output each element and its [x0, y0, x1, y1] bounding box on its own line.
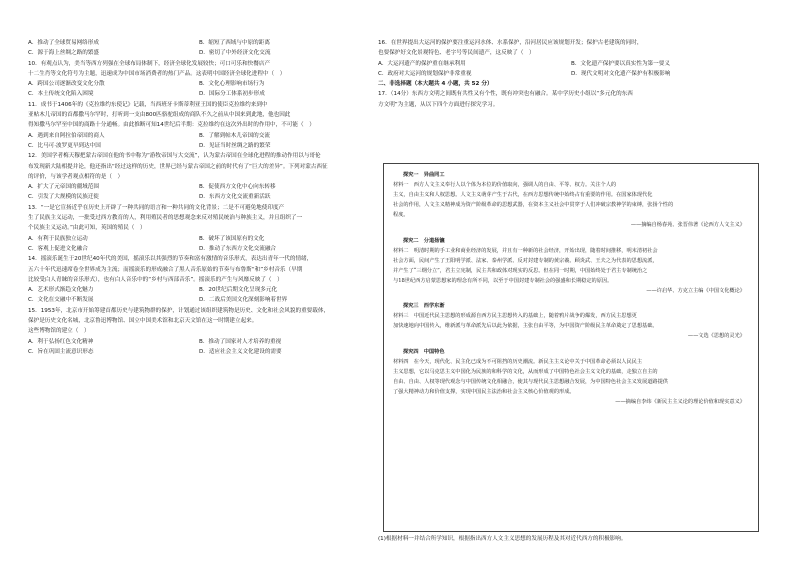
material-heading: 探究三 西学东渐: [403, 303, 445, 310]
question-line: 保护是历史文化名城，北京鲁迅博物馆、国立中国美术馆和北京天文馆在这一时期建立起来。: [28, 318, 258, 325]
material-text: 材料三 中国近代民主思想的形成源自西方民主思想传入的基础上，随着鸦片战争的爆发，西方民主思想更: [393, 313, 637, 320]
section-heading: 二、非选择题（本大题共 4 小题，共 52 分）: [378, 81, 493, 88]
material-source: ——摘编自李纬《新民主主义论的理论价值和现实意义》: [615, 398, 745, 405]
option-a: A．大运河遗产的保护重在继承利用: [378, 60, 466, 67]
options-row: [28, 337, 370, 347]
material-source: ——文选《思想的灵光》: [687, 333, 745, 340]
option-a: C．客观上促进文化融合: [28, 245, 88, 252]
question-line: 布发现新大陆相提并论，他还指出“经过这样的历史，世界已经与蒙古帝国之前的时代有了“巨大的差异”。下列对蒙古西征: [28, 163, 328, 170]
option-a: A．遇到来自阿拉伯帝国的商人: [28, 132, 105, 139]
material-heading: 探究一 异曲同工: [403, 172, 445, 178]
option-b: D．国际分工体系初步形成: [199, 91, 265, 98]
material-box: [383, 163, 759, 532]
option-a: C．文化在交融中不断发展: [28, 297, 94, 304]
options-row: [28, 295, 370, 305]
option-a: A．扩大了元帝国的疆域范围: [28, 184, 99, 191]
material-text: 了强大精神动力和价值支撑，实现中国民主法治和社会主义核心价值观的形成。: [393, 388, 575, 395]
option-b: D．东西方文化交流重新活跃: [199, 194, 271, 201]
option-a: C．政府对大运河的规划保护非常重视: [378, 70, 472, 77]
option-a: A．艺术形式渐趋文化魅力: [28, 287, 94, 294]
right-column-top: [378, 38, 764, 110]
options-row: [28, 141, 370, 151]
question-line: 的评价，与该学者观点相符的是（ ）: [28, 173, 124, 180]
material-heading: 探究四 中国特色: [403, 348, 445, 355]
option-a: C．引发了大规模的民族迁徙: [28, 194, 100, 201]
options-row: [28, 48, 370, 58]
question-17-part-1: (1)根据材料一并结合所学知识，根据指出西方人文主义思想的发展历程及其对近代西方的积极影响。: [378, 536, 627, 542]
options-row: [28, 79, 370, 89]
option-b: B．推动了国家对人才培养的重视: [199, 338, 282, 345]
option-b: B．了解到帖木儿帝国的交流: [199, 132, 270, 139]
material-text: 材料四 在今天，现代化、民主化已成为不可阻挡的历史潮流。新民主主义论中关于中国革命必须以人民民主: [393, 358, 643, 365]
option-a: A．推动了全球贸易网络形成: [28, 40, 99, 46]
material-text: 主义思想，它以马克思主义中国化为民族的和科学的文化，从而形成了中国特色社会主义文化的基础，走独立自主的: [393, 368, 658, 375]
options-row: [28, 131, 370, 141]
left-column: [28, 38, 370, 357]
option-b: B．文化遗产保护要以真实性为第一要义: [571, 60, 670, 67]
options-row: [378, 59, 764, 69]
option-b: B．缩短了西域与中原的距离: [199, 40, 270, 46]
question-line: 十二生肖等文化符号为主题，迅速成为中国市场消费者的热门产品。这表明中国经济全球化进程中（ ）: [28, 70, 286, 77]
material-text: 主义，自由主义和人权思想。人文主义萌芽产生于古代，在西方思想传统中始终占有重要的作用。在国家体现代化: [393, 192, 653, 199]
question-line: 14．摇滚乐诞生于20世纪40年代的美国，摇滚乐以其强烈的节奏和富有激情的音乐形式，表达出青年一代的情绪，: [28, 256, 313, 263]
material-box-content: [393, 170, 749, 407]
material-source: ——摘编自杨春苑、张晋伟著《论西方人文主义》: [630, 222, 745, 229]
option-a: C．本土传统文化陷入困境: [28, 91, 94, 98]
question-line: 生了民族主义运动，一批受过西方教育的人，利用殖民者的思想观念来反对殖民统治与种族主义，并且组织了一: [28, 215, 303, 222]
option-a: A．利于弘扬红色文化精神: [28, 338, 94, 345]
option-b: D．适应社会主义文化建设的需要: [199, 348, 282, 355]
material-text: 材料二 明清时期的手工业和商业经济的发展，并且有一种新的社会经济，开始出现，随着时间推移，明末清初社会: [393, 247, 658, 254]
question-line: 12．美国学者梅天穆把蒙古帝国在他的书中称为“游牧帝国与大交流”，认为蒙古帝国在全球化进程的推动作用以与哥伦: [28, 153, 321, 160]
material-text: 材料一 西方人文主义奉行人以个体为本位的价值取向，强调人的自由、平等、权力。关注个人的: [393, 182, 617, 189]
option-b: B．促使西方文化中心向东转移: [199, 184, 276, 191]
question-line: 个民族主义运动。”由此可知，英国的殖民（ ）: [28, 225, 146, 232]
option-b: D．见证当时丝绸之路的繁荣: [199, 142, 271, 149]
material-text: 并产生了“三纲分立”，君主立宪制，民主共和政体对现实的反思。但在同一时期，中国始终处于君主专制统治之: [393, 267, 648, 274]
question-line: 这些博物馆的建立（ ）: [28, 328, 90, 335]
options-row: [28, 89, 370, 99]
material-source: ——许启华、方克立主编《中国文化概论》: [646, 288, 745, 295]
options-row: [378, 69, 764, 79]
material-text: 社会方面，民间产生了王阳明学派、法家、泰州学派、反对封建专制的黄宗羲、顾炎武、王夫之为代表的思想流派，: [393, 257, 658, 264]
question-line: 11．成书于1406年的《克拉维约东使记》记载，当西班牙卡斯蒂利亚王国的使臣克拉维约来到中: [28, 101, 268, 108]
options-row: [28, 182, 370, 192]
question-line: 五六十年代迅速席卷全世界成为主流；而摇滚乐的形成融合了黑人音乐原始的节奏与布鲁斯“和”乡村音乐（早期: [28, 266, 303, 273]
options-row: [28, 192, 370, 202]
question-line: 15．1953年，北京市开始筹建首都历史与建筑物群的保护，计划通过该组织建筑物是历史、文化和社会风貌的重要载体，: [28, 307, 330, 314]
option-b: B．破坏了该国原有的文化: [199, 235, 265, 242]
option-b: D．二战后美国文化深刻影响着世界: [199, 297, 288, 304]
question-line: 比较受白人青睐的音乐形式），也有白人音乐中的“乡村与西部音乐”。摇滚乐的产生与风靡反映了（ ）: [28, 276, 283, 283]
question-line: 亚帖木儿帝国的首都撒马尔罕时，打听到一支由800匹骆驼组成的商队不久之前从中国来到此地，他也因此: [28, 112, 291, 119]
question-line: 方文明”为主题，从以下四个方面进行探究学习。: [378, 101, 499, 108]
material-text: 社会的作用，人文主义精神成为资产阶级革命的思想武器，在资本主义社会中贯穿于人们冲破宗教神学的束缚，张扬个性的: [393, 202, 674, 209]
option-b: B．文化心理影响市场行为: [199, 81, 265, 88]
option-a: C．源于海上丝绸之路的繁盛: [28, 50, 100, 57]
material-heading: 探究二 分道扬镳: [403, 237, 445, 244]
option-a: A．跨国公司逐渐改变文化分散: [28, 81, 105, 88]
question-line: 17．（14分）东西方文明之间既有共性又有个性，既有冲突也有融合。某中学历史小组以“多元化的东西: [378, 91, 633, 98]
options-row: [28, 234, 370, 244]
option-a: C．旨在巩固主流意识形态: [28, 348, 94, 355]
options-row: [28, 347, 370, 357]
option-a: A．有利于民族独立运动: [28, 235, 88, 242]
question-line: 10．有观点认为，美当等西方列强在全球布局体制下，经济全球化发展较快；可口可乐和快餐店产: [28, 60, 271, 67]
option-a: C．比马可·波罗更早到达中国: [28, 142, 101, 149]
material-text: 程度。: [393, 212, 409, 219]
option-b: D．现代文明对文化遗产保护有积极影响: [571, 70, 671, 77]
options-row: [28, 285, 370, 295]
option-b: D．密切了中外经济文化交流: [199, 50, 271, 57]
option-b: B．20世纪后期文化呈现多元化: [199, 287, 278, 294]
material-text: 自由、自由、人权等现代观念与中国传统文化相融合，使其与现代民主思想融合发展，为中国特色社会主义发展道路提供: [393, 378, 668, 385]
question-line: 13．“一是它宣扬近乎在历史上开辟了一种共同的语言和一种共同的文化背景；二是不可避免地使印度产: [28, 204, 285, 211]
option-b: D．推动了东西方文化交流融合: [199, 245, 277, 252]
question-line: 16．在世界提出大运河的保护要注重运河水体、水系保护，沿河居民应该规划开发；保护古老建筑的同时，: [378, 40, 643, 46]
material-text: 加快速地向中国传入，维新派与革命派先后以此为依据，主张自由平等，为中国资产阶级民主革命奠定了思想基础。: [393, 323, 658, 330]
question-line: 也要保护好文化景观特色、老字号等民间遗产，这反映了（ ）: [378, 50, 535, 57]
question-line: 得知撒马尔罕至中国的商路十分通畅。由此推断可知14世纪后半期：克拉维约在这次外出时的作用中，不可能（ ）: [28, 122, 315, 129]
options-row: [28, 38, 370, 48]
material-text: 与18世纪西方启蒙思想家的理念有所不同，以至于中国封建专制社会的强盛和长期稳定的原因。: [393, 277, 613, 284]
options-row: [28, 244, 370, 254]
